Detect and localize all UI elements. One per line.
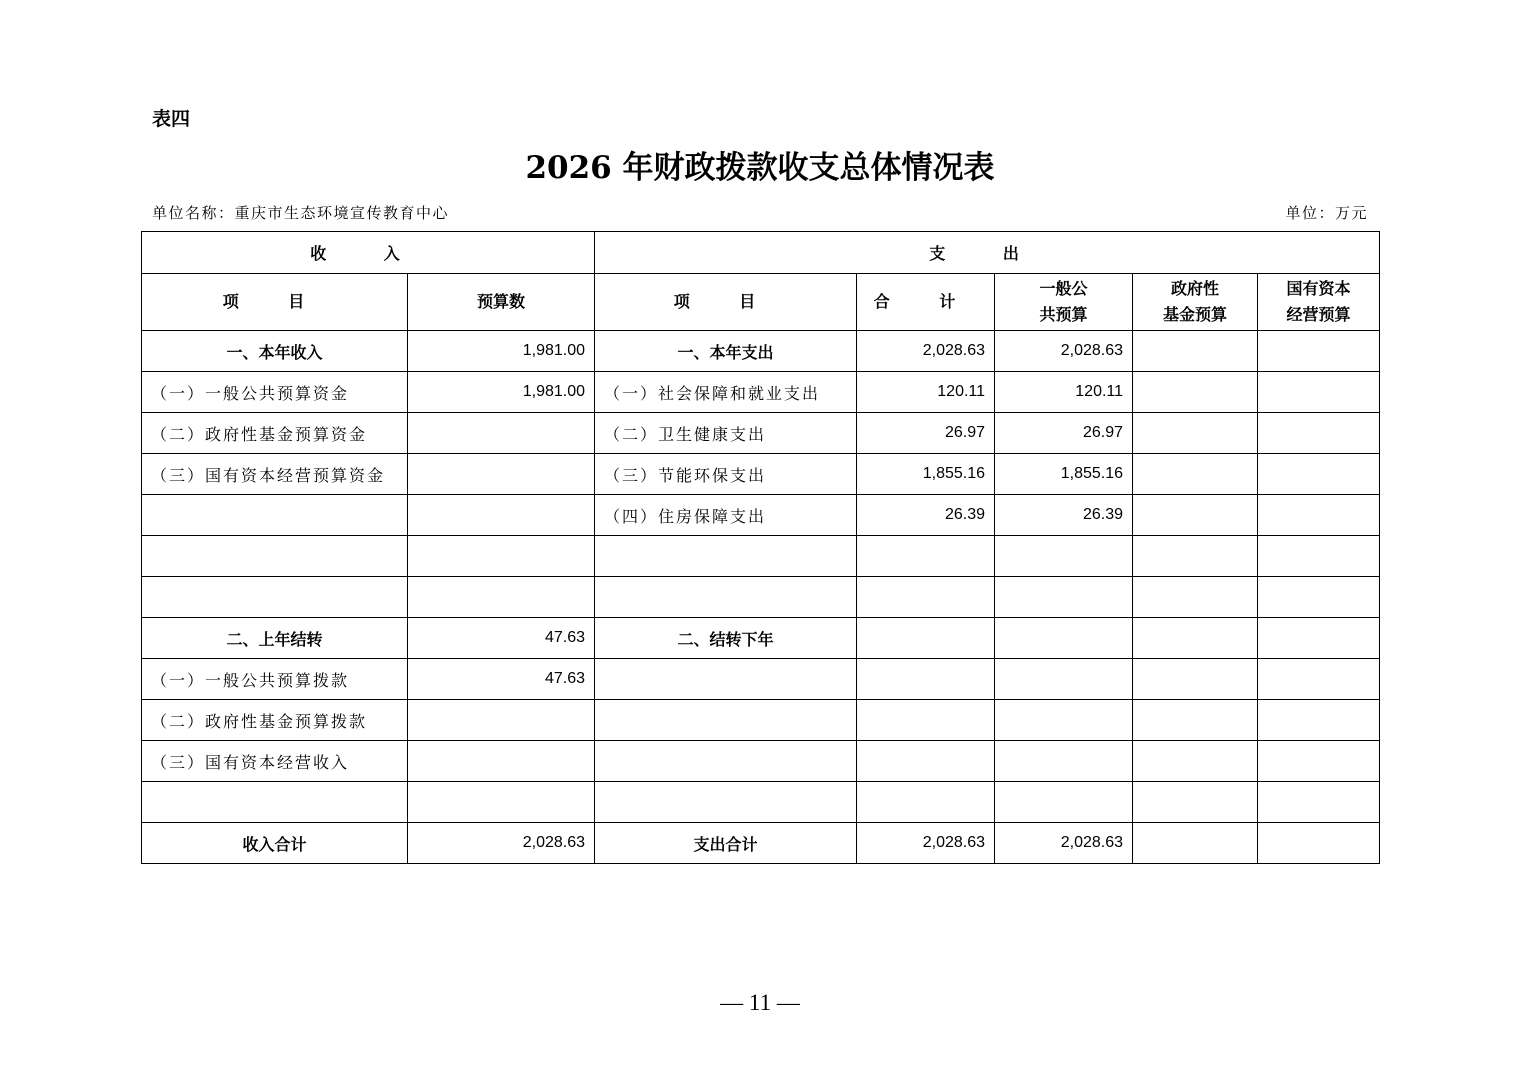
income-item: （一）一般公共预算拨款 — [142, 659, 408, 700]
expense-gov-fund — [1133, 413, 1258, 454]
col-header-income-item: 项 目 — [142, 274, 408, 331]
page-title: 2026 年财政拨款收支总体情况表 — [525, 150, 995, 186]
income-item: （三）国有资本经营预算资金 — [142, 454, 408, 495]
table-row — [142, 577, 1380, 618]
income-budget — [408, 782, 595, 823]
expense-gov-fund — [1133, 782, 1258, 823]
expense-total — [857, 659, 995, 700]
expense-gov-fund — [1133, 618, 1258, 659]
table-row — [142, 741, 1380, 782]
expense-item — [595, 577, 857, 618]
expense-general: 26.39 — [995, 495, 1133, 536]
expense-item: 一、本年支出 — [595, 331, 857, 372]
col-header-total: 合 计 — [857, 274, 995, 331]
income-item: 一、本年收入 — [142, 331, 408, 372]
expense-item — [595, 536, 857, 577]
expense-state-capital — [1258, 659, 1380, 700]
expense-gov-fund — [1133, 372, 1258, 413]
income-item — [142, 536, 408, 577]
income-budget — [408, 700, 595, 741]
table-row — [142, 700, 1380, 741]
expense-total — [857, 618, 995, 659]
expense-state-capital — [1258, 577, 1380, 618]
unit-name: 单位名称：重庆市生态环境宣传教育中心 — [152, 204, 450, 222]
column-header-row — [142, 274, 1380, 331]
expense-total: 120.11 — [857, 372, 995, 413]
table-row — [142, 782, 1380, 823]
col-header-state-capital-line2: 经营预算 — [1286, 305, 1351, 324]
expense-total — [857, 741, 995, 782]
col-header-state-capital-line1: 国有资本 — [1286, 279, 1351, 298]
expense-gov-fund — [1133, 536, 1258, 577]
expense-item: （四）住房保障支出 — [595, 495, 857, 536]
expense-item — [595, 700, 857, 741]
income-total-value: 2,028.63 — [408, 823, 595, 864]
expense-state-capital — [1258, 372, 1380, 413]
income-budget — [408, 536, 595, 577]
table-row-total — [142, 823, 1380, 864]
expense-gov-fund — [1133, 741, 1258, 782]
expense-state-capital — [1258, 741, 1380, 782]
income-budget: 47.63 — [408, 618, 595, 659]
expense-group-header: 支 出 — [595, 232, 1380, 274]
income-budget — [408, 741, 595, 782]
income-budget: 1,981.00 — [408, 372, 595, 413]
income-budget: 47.63 — [408, 659, 595, 700]
page-number: — 11 — — [720, 990, 800, 1015]
income-budget — [408, 495, 595, 536]
expense-general: 1,855.16 — [995, 454, 1133, 495]
expense-general — [995, 659, 1133, 700]
expense-item: （三）节能环保支出 — [595, 454, 857, 495]
expense-gov-fund — [1133, 823, 1258, 864]
col-header-general-line2: 共预算 — [1039, 305, 1088, 324]
expense-total — [857, 536, 995, 577]
income-item — [142, 495, 408, 536]
income-budget — [408, 577, 595, 618]
income-budget — [408, 413, 595, 454]
expense-total — [857, 700, 995, 741]
expense-state-capital — [1258, 700, 1380, 741]
income-item: （二）政府性基金预算拨款 — [142, 700, 408, 741]
income-item — [142, 577, 408, 618]
expense-item: 二、结转下年 — [595, 618, 857, 659]
table-row — [142, 618, 1380, 659]
table-row — [142, 495, 1380, 536]
expense-total: 1,855.16 — [857, 454, 995, 495]
income-group-header: 收 入 — [142, 232, 595, 274]
expense-state-capital — [1258, 413, 1380, 454]
expense-general — [995, 618, 1133, 659]
expense-general: 26.97 — [995, 413, 1133, 454]
table-row — [142, 659, 1380, 700]
expense-total: 26.39 — [857, 495, 995, 536]
expense-general: 2,028.63 — [995, 331, 1133, 372]
expense-gov-fund — [1133, 454, 1258, 495]
expense-general — [995, 577, 1133, 618]
income-item — [142, 782, 408, 823]
table-row — [142, 536, 1380, 577]
expense-total: 26.97 — [857, 413, 995, 454]
expense-total: 2,028.63 — [857, 331, 995, 372]
expense-state-capital — [1258, 536, 1380, 577]
expense-gov-fund — [1133, 577, 1258, 618]
expense-state-capital — [1258, 331, 1380, 372]
expense-general: 120.11 — [995, 372, 1133, 413]
col-header-expense-item: 项 目 — [595, 274, 857, 331]
col-header-gov-fund — [1133, 274, 1258, 331]
expense-general — [995, 741, 1133, 782]
expense-item: （二）卫生健康支出 — [595, 413, 857, 454]
income-item: 二、上年结转 — [142, 618, 408, 659]
income-item: （三）国有资本经营收入 — [142, 741, 408, 782]
income-item: （二）政府性基金预算资金 — [142, 413, 408, 454]
income-item: （一）一般公共预算资金 — [142, 372, 408, 413]
col-header-state-capital — [1258, 274, 1380, 331]
expense-item — [595, 659, 857, 700]
budget-table — [141, 231, 1380, 864]
col-header-general-line1: 一般公 — [1039, 279, 1088, 298]
expense-gov-fund — [1133, 495, 1258, 536]
expense-general — [995, 782, 1133, 823]
expense-item — [595, 782, 857, 823]
group-header-row — [142, 232, 1380, 274]
expense-state-capital — [1258, 618, 1380, 659]
expense-item — [595, 741, 857, 782]
income-total-label: 收入合计 — [142, 823, 408, 864]
expense-state-capital — [1258, 782, 1380, 823]
table-row — [142, 331, 1380, 372]
table-row — [142, 372, 1380, 413]
col-header-gov-fund-line1: 政府性 — [1171, 279, 1220, 298]
expense-gov-fund — [1133, 659, 1258, 700]
expense-total-label: 支出合计 — [595, 823, 857, 864]
expense-general — [995, 536, 1133, 577]
expense-total — [857, 577, 995, 618]
col-header-gov-fund-line2: 基金预算 — [1163, 305, 1228, 324]
expense-state-capital — [1258, 495, 1380, 536]
expense-general — [995, 700, 1133, 741]
col-header-general — [995, 274, 1133, 331]
col-header-income-budget: 预算数 — [408, 274, 595, 331]
table-row — [142, 454, 1380, 495]
expense-gov-fund — [1133, 331, 1258, 372]
income-budget — [408, 454, 595, 495]
table-row — [142, 413, 1380, 454]
expense-general: 2,028.63 — [995, 823, 1133, 864]
unit-measure: 单位：万元 — [1285, 204, 1368, 222]
expense-total — [857, 782, 995, 823]
table-label: 表四 — [152, 108, 191, 130]
expense-state-capital — [1258, 454, 1380, 495]
income-budget: 1,981.00 — [408, 331, 595, 372]
expense-state-capital — [1258, 823, 1380, 864]
expense-item: （一）社会保障和就业支出 — [595, 372, 857, 413]
expense-total: 2,028.63 — [857, 823, 995, 864]
expense-gov-fund — [1133, 700, 1258, 741]
